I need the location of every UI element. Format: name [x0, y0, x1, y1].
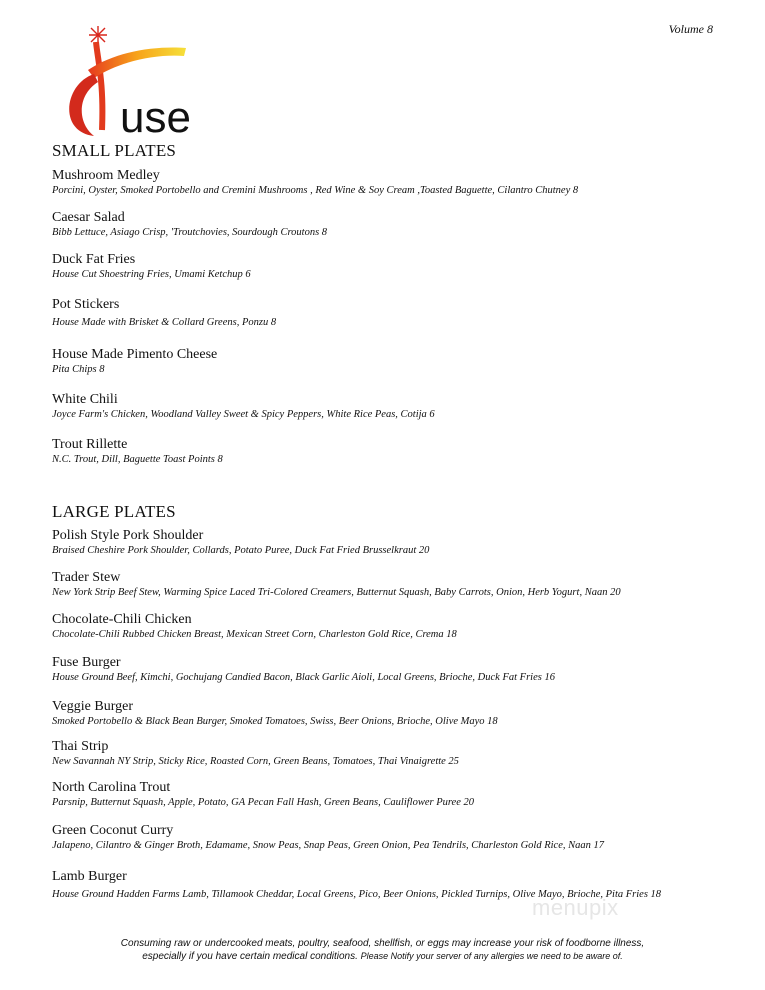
item-description: House Ground Beef, Kimchi, Gochujang Candied Bacon, Black Garlic Aioli, Local Greens, Brioche, Duck Fat Fries 16 — [52, 672, 555, 683]
disclaimer-line-2b: Please Notify your server of any allergies we need to be aware of. — [360, 951, 623, 961]
menu-item — [52, 346, 742, 377]
item-name: Fuse Burger — [52, 655, 121, 670]
menu-item — [52, 654, 742, 685]
item-name: White Chili — [52, 392, 118, 407]
item-name: Thai Strip — [52, 739, 109, 754]
volume-label: Volume 8 — [668, 22, 713, 36]
disclaimer-line-2 — [40, 950, 725, 963]
item-description: New Savannah NY Strip, Sticky Rice, Roasted Corn, Green Beans, Tomatoes, Thai Vinaigrette 25 — [52, 756, 459, 767]
item-name: North Carolina Trout — [52, 780, 171, 795]
logo-text: use — [120, 93, 191, 142]
item-name: Lamb Burger — [52, 869, 127, 884]
menu-item — [52, 779, 742, 810]
item-description: Porcini, Oyster, Smoked Portobello and Cremini Mushrooms , Red Wine & Soy Cream ,Toasted Baguette, Cilantro Chutney 8 — [52, 185, 579, 196]
menu-item — [52, 868, 742, 905]
item-description: Jalapeno, Cilantro & Ginger Broth, Edamame, Snow Peas, Snap Peas, Green Onion, Pea Tendrils, Charleston Gold Rice, Naan 17 — [52, 840, 604, 851]
item-name: Trader Stew — [52, 570, 121, 585]
item-description: Parsnip, Butternut Squash, Apple, Potato, GA Pecan Fall Hash, Green Beans, Cauliflower Puree 20 — [52, 797, 474, 808]
disclaimer-line-1: Consuming raw or undercooked meats, poultry, seafood, shellfish, or eggs may increase your risk of foodborne illness, — [120, 938, 645, 949]
item-description: House Cut Shoestring Fries, Umami Ketchup 6 — [52, 269, 251, 280]
item-name: Chocolate-Chili Chicken — [52, 612, 192, 627]
disclaimer-line-2a: especially if you have certain medical conditions. — [142, 951, 358, 962]
menu-item — [52, 251, 742, 282]
item-name: Caesar Salad — [52, 210, 125, 225]
fuse-logo-graphic — [58, 22, 218, 142]
menu-item — [52, 391, 742, 422]
item-description: Pita Chips 8 — [52, 364, 105, 375]
item-description: Joyce Farm's Chicken, Woodland Valley Sweet & Spicy Peppers, White Rice Peas, Cotija 6 — [52, 409, 435, 420]
menu-item — [52, 569, 742, 600]
menu-item — [52, 611, 742, 642]
item-description: House Made with Brisket & Collard Greens, Ponzu 8 — [52, 317, 277, 328]
item-description: Bibb Lettuce, Asiago Crisp, 'Troutchovies, Sourdough Croutons 8 — [52, 227, 328, 238]
item-name: Green Coconut Curry — [52, 823, 174, 838]
item-name: House Made Pimento Cheese — [52, 347, 218, 362]
item-name: Mushroom Medley — [52, 168, 160, 183]
large-plates-title: LARGE PLATES — [52, 502, 176, 521]
item-description: Chocolate-Chili Rubbed Chicken Breast, Mexican Street Corn, Charleston Gold Rice, Crema 18 — [52, 629, 457, 640]
item-name: Trout Rillette — [52, 437, 128, 452]
item-description: N.C. Trout, Dill, Baguette Toast Points 8 — [52, 454, 223, 465]
item-name: Duck Fat Fries — [52, 252, 136, 267]
item-description: Smoked Portobello & Black Bean Burger, Smoked Tomatoes, Swiss, Beer Onions, Brioche, Olive Mayo 18 — [52, 716, 498, 727]
allergy-disclaimer — [40, 937, 725, 963]
menu-item — [52, 167, 742, 198]
item-name: Pot Stickers — [52, 297, 120, 312]
watermark: menupix — [532, 895, 619, 920]
menu-item — [52, 436, 742, 467]
menu-item — [52, 822, 742, 853]
item-description: New York Strip Beef Stew, Warming Spice Laced Tri-Colored Creamers, Butternut Squash, Baby Carrots, Onion, Herb Yogurt, Naan 20 — [52, 587, 621, 598]
menu-item — [52, 698, 742, 729]
item-name: Veggie Burger — [52, 699, 133, 714]
menu-item — [52, 209, 742, 240]
fuse-logo — [58, 22, 218, 142]
menu-item — [52, 527, 742, 558]
item-description: House Ground Hadden Farms Lamb, Tillamook Cheddar, Local Greens, Pico, Beer Onions, Pickled Turnips, Olive Mayo, Brioche, Pita Fries 18 — [52, 889, 662, 900]
item-description: Braised Cheshire Pork Shoulder, Collards, Potato Puree, Duck Fat Fried Brusselkraut 20 — [52, 545, 430, 556]
menu-item — [52, 296, 742, 330]
item-name: Polish Style Pork Shoulder — [52, 528, 204, 543]
menu-item — [52, 738, 742, 769]
small-plates-title: SMALL PLATES — [52, 141, 177, 160]
